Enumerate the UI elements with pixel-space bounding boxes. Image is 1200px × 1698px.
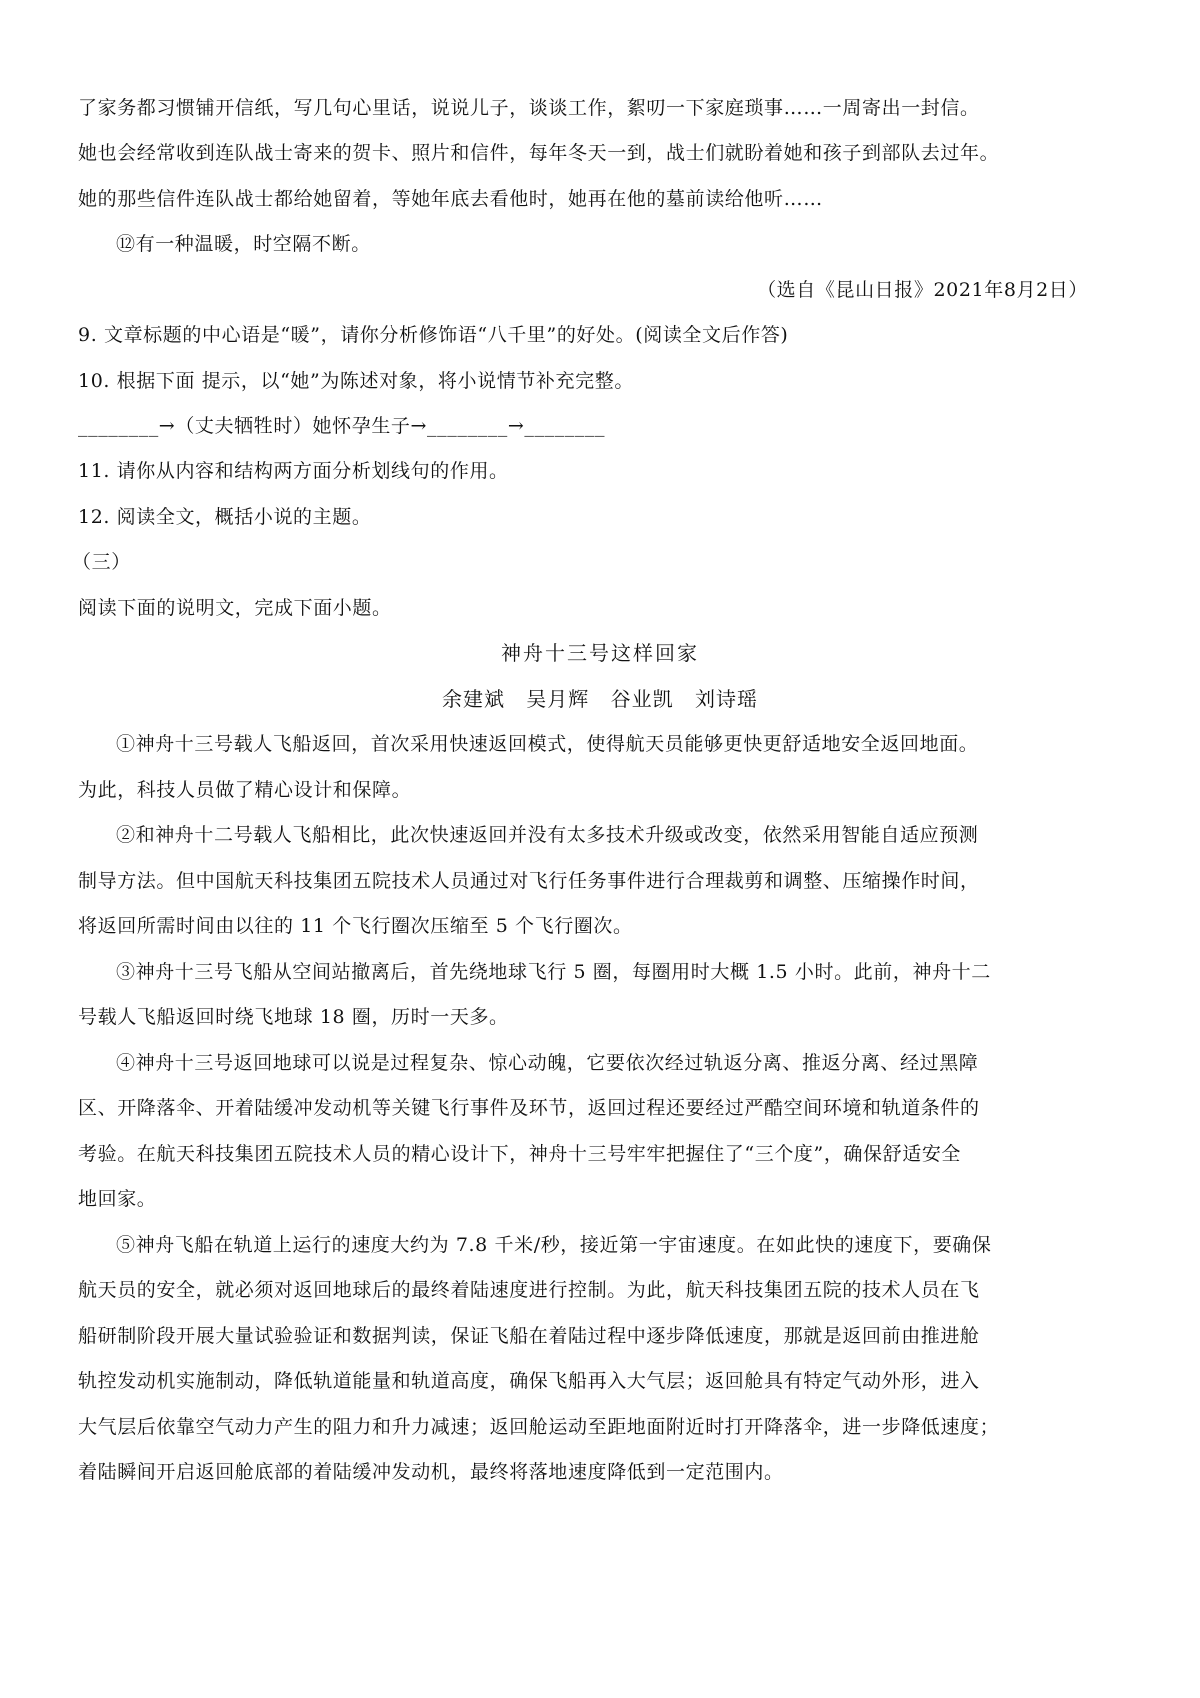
article-paragraph-5: ⑤神舟飞船在轨道上运行的速度大约为 7.8 千米/秒，接近第一宇宙速度。在如此快的速度下，要确保 <box>116 1234 992 1256</box>
question-10: 10. 根据下面 提示，以“她”为陈述对象，将小说情节补充完整。 <box>78 370 634 392</box>
article-paragraph-2: 制导方法。但中国航天科技集团五院技术人员通过对飞行任务事件进行合理裁剪和调整、压缩操作时间， <box>78 870 980 892</box>
article-paragraph-5: 轨控发动机实施制动，降低轨道能量和轨道高度，确保飞船再入大气层；返回舱具有特定气动外形，进入 <box>78 1370 980 1392</box>
article-paragraph-4: 考验。在航天科技集团五院技术人员的精心设计下，神舟十三号牢牢把握住了“三个度”，确保舒适安全 <box>78 1143 962 1165</box>
question-11: 11. 请你从内容和结构两方面分析划线句的作用。 <box>78 460 509 482</box>
article-paragraph-5: 大气层后依靠空气动力产生的阻力和升力减速；返回舱运动至距地面附近时打开降落伞，进一步降低速度； <box>78 1416 1000 1438</box>
story-line: 她的那些信件连队战士都给她留着，等她年底去看他时，她再在他的墓前读给他听…… <box>78 188 823 210</box>
question-9: 9. 文章标题的中心语是“暖”，请你分析修饰语“八千里”的好处。(阅读全文后作答) <box>78 324 789 346</box>
story-line: 她也会经常收到连队战士寄来的贺卡、照片和信件，每年冬天一到，战士们就盼着她和孩子到部队去过年。 <box>78 142 1000 164</box>
section-heading: （三） <box>72 551 131 573</box>
article-paragraph-2: ②和神舟十二号载人飞船相比，此次快速返回并没有太多技术升级或改变，依然采用智能自适应预测 <box>116 824 979 846</box>
article-paragraph-1: ①神舟十三号载人飞船返回，首次采用快速返回模式，使得航天员能够更快更舒适地安全返回地面。 <box>116 733 979 755</box>
article-paragraph-5: 着陆瞬间开启返回舱底部的着陆缓冲发动机，最终将落地速度降低到一定范围内。 <box>78 1461 784 1483</box>
question-10-blanks: ________→（丈夫牺牲时）她怀孕生子→________→________ <box>78 415 606 437</box>
section-instruction: 阅读下面的说明文，完成下面小题。 <box>78 597 392 619</box>
article-paragraph-5: 船研制阶段开展大量试验验证和数据判读，保证飞船在着陆过程中逐步降低速度，那就是返回前由推进舱 <box>78 1325 980 1347</box>
story-line: 了家务都习惯铺开信纸，写几句心里话，说说儿子，谈谈工作，絮叨一下家庭琐事……一周寄出一封信。 <box>78 97 980 119</box>
article-paragraph-4: 地回家。 <box>78 1188 157 1210</box>
source-citation: （选自《昆山日报》2021年8月2日） <box>757 279 1088 301</box>
article-paragraph-2: 将返回所需时间由以往的 11 个飞行圈次压缩至 5 个飞行圈次。 <box>78 915 633 937</box>
article-paragraph-1: 为此，科技人员做了精心设计和保障。 <box>78 779 412 801</box>
article-paragraph-4: 区、开降落伞、开着陆缓冲发动机等关键飞行事件及环节，返回过程还要经过严酷空间环境和轨道条件的 <box>78 1097 980 1119</box>
question-12: 12. 阅读全文，概括小说的主题。 <box>78 506 372 528</box>
article-paragraph-3: ③神舟十三号飞船从空间站撤离后，首先绕地球飞行 5 圈，每圈用时大概 1.5 小时。此前，神舟十二 <box>116 961 991 983</box>
article-authors: 余建斌 吴月辉 谷业凯 刘诗瑶 <box>441 687 759 711</box>
article-paragraph-4: ④神舟十三号返回地球可以说是过程复杂、惊心动魄，它要依次经过轨返分离、推返分离、经过黑障 <box>116 1052 979 1074</box>
article-paragraph-3: 号载人飞船返回时绕飞地球 18 圈，历时一天多。 <box>78 1006 509 1028</box>
article-paragraph-5: 航天员的安全，就必须对返回地球后的最终着陆速度进行控制。为此，航天科技集团五院的技术人员在飞 <box>78 1279 980 1301</box>
article-title: 神舟十三号这样回家 <box>501 641 699 665</box>
story-paragraph-12: ⑫有一种温暖，时空隔不断。 <box>116 233 371 255</box>
